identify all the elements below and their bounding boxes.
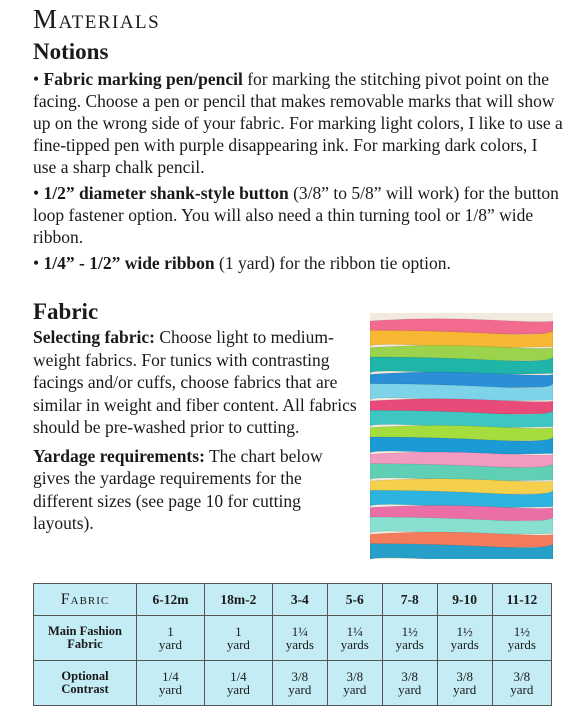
notion-item: • Fabric marking pen/pencil for marking the stitching pivot point on the facing. Choose a pen or pencil that makes removable marks that will show up on the wrong side of your fabric. For marking light colors, I like to use a fine-tipped pen with purple disappearing ink. For marking dark colors, I use a sharp chalk pencil. (33, 69, 563, 177)
table-cell: 1 yard (204, 616, 272, 661)
yardage-table (33, 583, 552, 706)
notions-heading: Notions (33, 39, 109, 64)
size-header: 3-4 (272, 584, 327, 616)
row-label: Optional Contrast (34, 661, 137, 706)
fabric-stack-photo (370, 313, 553, 559)
notion-title: 1/2” diameter shank-style button (43, 183, 289, 203)
fabric-stack-illustration (370, 313, 553, 559)
table-cell: 3/8 yard (327, 661, 382, 706)
table-cell: 1½ yards (382, 616, 437, 661)
table-cell: 3/8 yard (437, 661, 492, 706)
yardage-text: The chart below gives the yardage requirements for the different sizes (see page 10 for cutting layouts). (33, 445, 323, 533)
yardage-label: Yardage requirements: (33, 445, 205, 466)
table-header-row (34, 584, 552, 616)
table-cell: 3/8 yard (382, 661, 437, 706)
row-label: Main Fashion Fabric (34, 616, 137, 661)
notion-title: Fabric marking pen/pencil (43, 69, 243, 89)
table-cell: 1/4 yard (137, 661, 205, 706)
table-cell: 1½ yards (492, 616, 551, 661)
notions-list (33, 68, 563, 278)
size-header: 5-6 (327, 584, 382, 616)
notion-text: (3/8” to 5/8” will work) for the button loop fastener option. You will also need a thin turning tool or 1/8” wide ribbon. (33, 183, 559, 247)
size-header: 11-12 (492, 584, 551, 616)
table-header-fabric: Fabric (34, 584, 137, 616)
table-cell: 1 yard (137, 616, 205, 661)
table-cell: 3/8 yard (272, 661, 327, 706)
size-header: 18m-2 (204, 584, 272, 616)
table-cell: 1/4 yard (204, 661, 272, 706)
fabric-heading: Fabric (33, 299, 99, 324)
size-header: 6-12m (137, 584, 205, 616)
yardage-paragraph (33, 445, 363, 535)
table-row (34, 616, 552, 661)
selecting-fabric-text: Choose light to medium-weight fabrics. For tunics with contrasting facings and/or cuffs, choose fabrics that are similar in weight and fiber content. All fabrics should be pre-washed prior to cutting. (33, 327, 357, 437)
notion-item: • 1/2” diameter shank-style button (3/8” to 5/8” will work) for the button loop fastener option. You will also need a thin turning tool or 1/8” wide ribbon. (33, 183, 559, 247)
notion-item: • 1/4” - 1/2” wide ribbon (1 yard) for the ribbon tie option. (33, 253, 451, 273)
table-cell: 3/8 yard (492, 661, 551, 706)
table-cell: 1¼ yards (272, 616, 327, 661)
notion-title: 1/4” - 1/2” wide ribbon (43, 253, 215, 273)
table-cell: 1¼ yards (327, 616, 382, 661)
materials-heading: Materials (33, 4, 161, 34)
size-header: 9-10 (437, 584, 492, 616)
notion-text: (1 yard) for the ribbon tie option. (214, 253, 451, 273)
selecting-fabric-label: Selecting fabric: (33, 327, 155, 347)
table-cell: 1½ yards (437, 616, 492, 661)
notion-text: for marking the stitching pivot point on the facing. Choose a pen or pencil that makes removable marks that will show up on the wrong side of your fabric. For marking light colors, I like to use a fine-tipped pen with purple disappearing ink. For marking dark colors, I use a sharp chalk pencil. (33, 69, 563, 177)
table-row (34, 661, 552, 706)
fabric-text (33, 326, 363, 541)
selecting-fabric-paragraph (33, 326, 363, 439)
size-header: 7-8 (382, 584, 437, 616)
